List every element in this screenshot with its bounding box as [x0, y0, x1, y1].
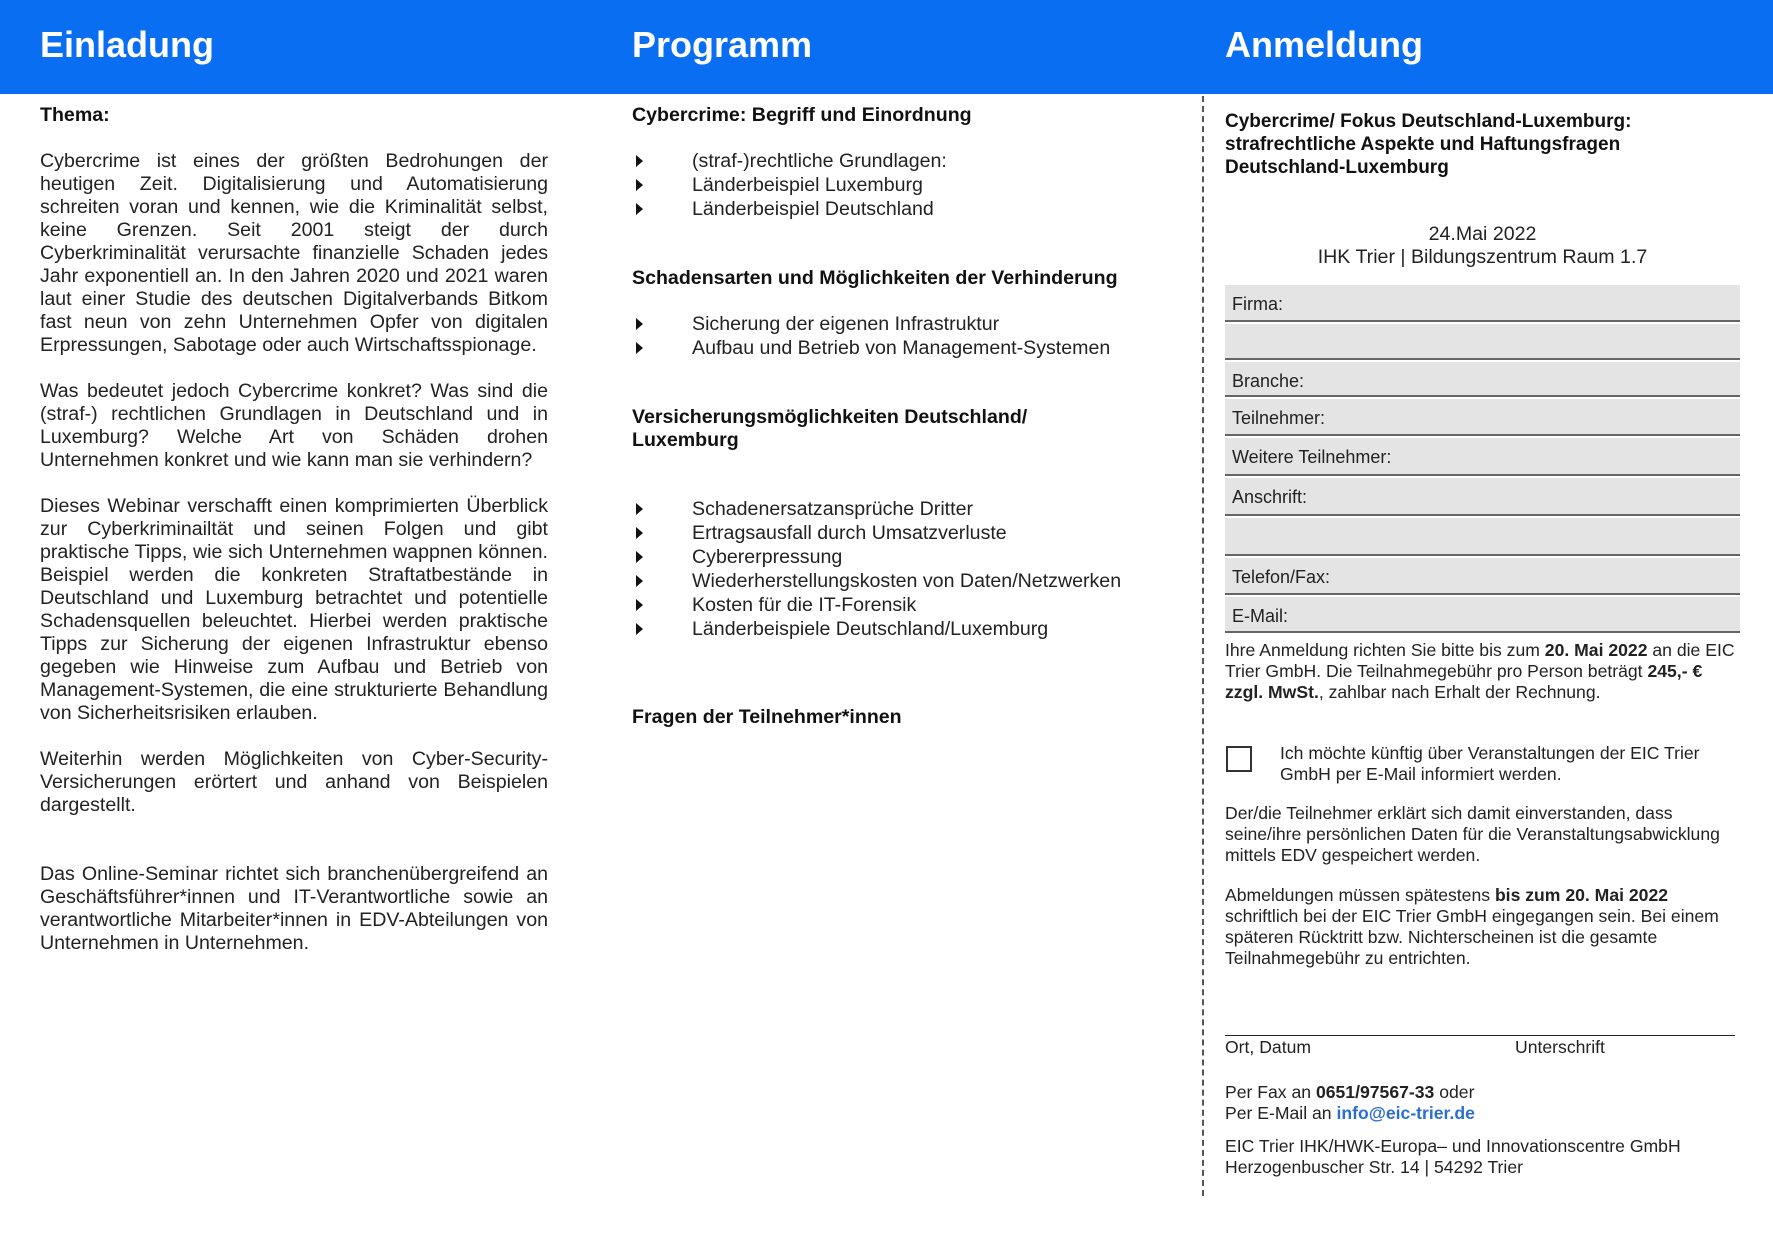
- bullet-list: [632, 312, 1177, 360]
- event-location: IHK Trier | Bildungszentrum Raum 1.7: [1317, 246, 1648, 268]
- cancellation-deadline: bis zum 20. Mai 2022: [1494, 885, 1669, 905]
- bullet-arrow-icon: [636, 599, 643, 611]
- bullet-arrow-icon: [636, 342, 643, 354]
- registration-deadline: 20. Mai 2022: [1544, 640, 1648, 660]
- registration-text: Ihre Anmeldung richten Sie bitte bis zum 20. Mai 2022 an die EIC Trier GmbH. Die Teilnahmegebühr pro Person beträgt 245,- € zzgl. MwSt., zahlbar nach Erhalt der Rechnung.: [1225, 640, 1735, 702]
- einladung-heading: Einladung: [40, 24, 214, 65]
- newsletter-label: Ich möchte künftig über Veranstaltungen der EIC Trier GmbH per E-Mail informiert werden.: [1280, 743, 1700, 784]
- intro-paragraph: Cybercrime ist eines der größten Bedrohungen der heutigen Zeit. Digitalisierung und Automatisierung schreiten voran und kennen, wie die Kriminalität selbst, keine Grenzen. Seit 2001 steigt der durch Cyberkriminalität verursachte finanzielle Schaden jedes Jahr exponentiell an. In den Jahren 2020 und 2021 waren laut einer Studie des deutschen Digitalverbands Bitkom fast neun von zehn Unternehmen Opfer von digitalen Erpressungen, Sabotage oder auch Wirtschaftsspionage.: [40, 150, 548, 356]
- teilnehmer-label: Teilnehmer:: [1232, 408, 1326, 428]
- mail-line: Per E-Mail an info@eic-trier.de: [1225, 1103, 1475, 1123]
- bullet-arrow-icon: [636, 503, 643, 515]
- webinar-paragraph: Dieses Webinar verschafft einen komprimierten Überblick zur Cyberkriminailtät und seinen Folgen und gibt praktische Tipps, wie sich Unternehmen wappnen können. Beispiel werden die konkreten Straftatbestände in Deutschland und Luxemburg betrachtet und potentielle Schadensquellen beleuchtet. Hierbei werden praktische Tipps zur Sicherung der eigenen Infrastruktur ebenso gegeben wie Hinweise zum Aufbau und Betrieb von Management-Systemen, die eine strukturierte Behandlung von Sicherheitsrisiken erlauben.: [40, 495, 548, 724]
- bullet-arrow-icon: [636, 623, 643, 635]
- contact-block: [1225, 1082, 1745, 1178]
- fax-line: Per Fax an 0651/97567-33 oder: [1225, 1082, 1475, 1102]
- list-item: Sicherung der eigenen Infrastruktur: [632, 312, 1177, 336]
- bullet-arrow-icon: [636, 527, 643, 539]
- firma-label: Firma:: [1232, 294, 1283, 314]
- registration-form: [1225, 285, 1740, 635]
- fold-divider: [1202, 96, 1204, 1196]
- newsletter-checkbox[interactable]: [1226, 746, 1252, 772]
- event-date: 24.Mai 2022: [1428, 223, 1537, 245]
- bullet-arrow-icon: [636, 318, 643, 330]
- telefon-fax-label: Telefon/Fax:: [1232, 567, 1331, 587]
- signature-label: Unterschrift: [1515, 1037, 1605, 1057]
- list-item: Länderbeispiele Deutschland/Luxemburg: [632, 617, 1177, 641]
- branche-label: Branche:: [1232, 371, 1305, 391]
- organization-name: EIC Trier IHK/HWK-Europa– und Innovationscentre GmbH: [1225, 1136, 1681, 1156]
- branche-field[interactable]: [1225, 362, 1740, 397]
- registration-info: [1225, 640, 1745, 703]
- qa-title: Fragen der Teilnehmer*innen: [632, 706, 902, 728]
- list-item: Wiederherstellungskosten von Daten/Netzwerken: [632, 569, 1177, 593]
- section-title: Versicherungsmöglichkeiten Deutschland/ Luxemburg: [632, 406, 1028, 451]
- list-item: Schadenersatzansprüche Dritter: [632, 497, 1177, 521]
- programm-column: [632, 104, 1177, 728]
- email-field[interactable]: [1225, 597, 1740, 633]
- section-title: Schadensarten und Möglichkeiten der Verhinderung: [632, 267, 1118, 289]
- anschrift-field-extra-line[interactable]: [1225, 518, 1740, 556]
- firma-field-extra-line[interactable]: [1225, 324, 1740, 360]
- list-item: Aufbau und Betrieb von Management-Systemen: [632, 336, 1177, 360]
- registration-fee: 245,- € zzgl. MwSt.: [1225, 661, 1703, 702]
- anmeldung-column: [1225, 110, 1745, 269]
- bullet-arrow-icon: [636, 203, 643, 215]
- signature-line: [1225, 1035, 1735, 1036]
- anschrift-field[interactable]: [1225, 478, 1740, 516]
- einladung-column: [40, 104, 548, 955]
- fax-number: 0651/97567-33: [1315, 1082, 1435, 1102]
- list-item: Kosten für die IT-Forensik: [632, 593, 1177, 617]
- bullet-arrow-icon: [636, 575, 643, 587]
- programm-heading: Programm: [632, 24, 813, 65]
- bullet-list: [632, 149, 1177, 221]
- email-label: E-Mail:: [1232, 606, 1289, 626]
- cancellation-text: Abmeldungen müssen spätestens bis zum 20. Mai 2022 schriftlich bei der EIC Trier GmbH eingegangen sein. Bei einem späteren Rücktritt bzw. Nichterscheinen ist die gesamte Teilnahmegebühr zu entrichten.: [1225, 885, 1719, 968]
- questions-paragraph: Was bedeutet jedoch Cybercrime konkret? Was sind die (straf-) rechtlichen Grundlagen in Deutschland und in Luxemburg? Welche Art von Schäden drohen Unternehmen konkret und wie kann man sie verhindern?: [40, 380, 548, 471]
- bullet-list: [632, 497, 1177, 641]
- organization-address: Herzogenbuscher Str. 14 | 54292 Trier: [1225, 1157, 1523, 1177]
- bullet-arrow-icon: [636, 179, 643, 191]
- audience-paragraph: Das Online-Seminar richtet sich branchenübergreifend an Geschäftsführer*innen und IT-Verantwortliche sowie an verantwortliche Mitarbeiter*innen in EDV-Abteilungen von Unternehmen in Unternehmen.: [40, 863, 548, 954]
- teilnehmer-field[interactable]: [1225, 399, 1740, 436]
- weitere-teilnehmer-field[interactable]: [1225, 438, 1740, 476]
- email-link[interactable]: info@eic-trier.de: [1336, 1103, 1475, 1123]
- section-title: Cybercrime: Begriff und Einordnung: [632, 104, 972, 126]
- firma-field[interactable]: [1225, 285, 1740, 322]
- weitere-teilnehmer-label: Weitere Teilnehmer:: [1232, 447, 1392, 467]
- list-item: Cybererpressung: [632, 545, 1177, 569]
- list-item: Länderbeispiel Luxemburg: [632, 173, 1177, 197]
- bullet-arrow-icon: [636, 551, 643, 563]
- anmeldung-heading: Anmeldung: [1225, 24, 1423, 65]
- data-consent-text: Der/die Teilnehmer erklärt sich damit einverstanden, dass seine/ihre persönlichen Daten für die Veranstaltungsabwicklung mittels EDV gespeichert werden.: [1225, 803, 1720, 865]
- thema-label: Thema:: [40, 104, 110, 126]
- list-item: Ertragsausfall durch Umsatzverluste: [632, 521, 1177, 545]
- telefon-fax-field[interactable]: [1225, 558, 1740, 595]
- list-item: (straf-)rechtliche Grundlagen:: [632, 149, 1177, 173]
- bullet-arrow-icon: [636, 155, 643, 167]
- list-item: Länderbeispiel Deutschland: [632, 197, 1177, 221]
- event-title: Cybercrime/ Fokus Deutschland-Luxemburg: strafrechtliche Aspekte und Haftungsfragen Deutschland-Luxemburg: [1225, 111, 1632, 178]
- place-date-label: Ort, Datum: [1225, 1037, 1312, 1057]
- header-bar: [0, 0, 1773, 94]
- insurance-paragraph: Weiterhin werden Möglichkeiten von Cyber-Security-Versicherungen erörtert und anhand von Beispielen dargestellt.: [40, 748, 548, 816]
- anschrift-label: Anschrift:: [1232, 487, 1308, 507]
